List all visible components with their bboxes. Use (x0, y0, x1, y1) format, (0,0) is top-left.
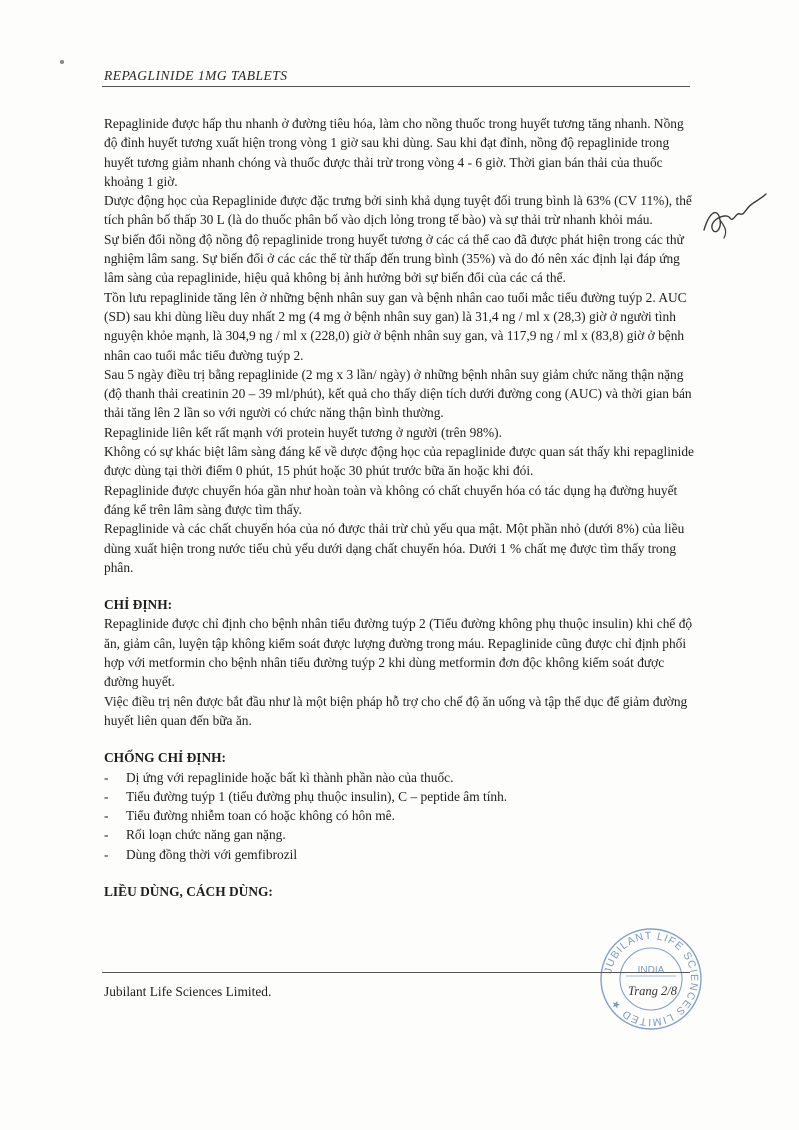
paragraph: Tồn lưu repaglinide tăng lên ở những bệnh nhân suy gan và bệnh nhân cao tuổi mắc tiểu đường tuýp 2. AUC (SD) sau khi dùng liều duy nhất 2 mg (4 mg ở bệnh nhân suy gan) là 31,4 ng / ml x (28,3) giờ ở người tình nguyện khỏe mạnh, là 304,9 ng / ml x (228,0) giờ ở bệnh nhân suy gan, và 117,9 ng / ml x (83,8) giờ ở bệnh nhân cao tuổi mắc tiểu đường tuýp 2. (104, 289, 687, 363)
page-number: Trang 2/8 (628, 984, 677, 998)
list-item (104, 845, 700, 864)
list-item-text: Tiểu đường nhiễm toan có hoặc không có hôn mê. (126, 808, 395, 824)
list-item (104, 768, 700, 787)
document-body (104, 114, 700, 901)
contraindications-section (104, 748, 700, 864)
corner-dot (60, 60, 64, 64)
footer-divider (102, 972, 690, 973)
paragraph: Việc điều trị nên được bắt đầu như là một biện pháp hỗ trợ cho chế độ ăn uống và tập thể dục để giảm đường huyết liên quan đến bữa ăn. (104, 693, 688, 728)
paragraph: Repaglinide liên kết rất mạnh với protein huyết tương ở người (trên 98%). (104, 424, 502, 440)
section-heading: CHỈ ĐỊNH: (104, 597, 173, 613)
bullet-dash: - (104, 827, 109, 843)
list-item (104, 806, 700, 825)
document-header: REPAGLINIDE 1MG TABLETS (104, 68, 288, 83)
contraindications-list (104, 768, 700, 864)
signature-scribble (700, 190, 770, 240)
list-item-text: Tiểu đường tuýp 1 (tiểu đường phụ thuộc insulin), C – peptide âm tính. (126, 788, 508, 804)
dosage-section (104, 882, 700, 901)
section-heading: LIỀU DÙNG, CÁCH DÙNG: (104, 883, 273, 899)
section-heading: CHỐNG CHỈ ĐỊNH: (104, 750, 227, 766)
bullet-dash: - (104, 788, 109, 804)
pharmacokinetics-section (104, 114, 700, 577)
paragraph: Sự biến đổi nồng độ nồng độ repaglinide trong huyết tương ở các cá thể cao đã được phát hiện trong các thử nghiệm lâm sang. Sự biến đổi ở các các thể từ thấp đến trung bình (35%) và do đó nên xác định lại đáp ứng lâm sàng của repaglinide, hiệu quả không bị ảnh hưởng bởi sự biến đổi của các cá thể. (104, 231, 684, 286)
bullet-dash: - (104, 846, 109, 862)
list-item-text: Dùng đồng thời với gemfibrozil (126, 846, 298, 862)
svg-text:JUBILANT LIFE SCIENCES LIMITED: JUBILANT LIFE SCIENCES LIMITED ★ (602, 929, 701, 1029)
list-item (104, 825, 700, 844)
bullet-dash: - (104, 769, 109, 785)
header-divider (102, 86, 690, 87)
list-item (104, 787, 700, 806)
paragraph: Dược động học của Repaglinide được đặc trưng bởi sinh khả dụng tuyệt đối trung bình là 63% (CV 11%), thể tích phân bố thấp 30 L (là do thuốc phân bố vào dịch lỏng trong tế bào) và sự thải trừ nhanh khỏi máu. (104, 193, 692, 228)
paragraph: Repaglinide và các chất chuyển hóa của nó được thải trừ chủ yếu qua mật. Một phần nhỏ (dưới 8%) của liều dùng xuất hiện trong nước tiểu chủ yếu dưới dạng chất chuyển hóa. Dưới 1 % chất mẹ được tìm thấy trong phân. (104, 521, 685, 575)
list-item-text: Rối loạn chức năng gan nặng. (126, 827, 286, 843)
list-item-text: Dị ứng với repaglinide hoặc bất kì thành phần nào của thuốc. (126, 769, 454, 785)
footer-company: Jubilant Life Sciences Limited. (104, 984, 272, 999)
indications-section (104, 595, 700, 730)
paragraph: Sau 5 ngày điều trị bằng repaglinide (2 mg x 3 lần/ ngày) ở những bệnh nhân suy giảm chức năng thận nặng (độ thanh thải creatinin 20 – 39 ml/phút), kết quả cho thấy diện tích dưới đường cong (AUC) và thời gian bán thải tăng lên 2 lần so với người có chức năng thận bình thường. (104, 366, 692, 421)
bullet-dash: - (104, 808, 109, 824)
paragraph: Repaglinide được chuyển hóa gần như hoàn toàn và không có chất chuyển hóa có tác dụng hạ đường huyết đáng kể trên lâm sàng được tìm thấy. (104, 482, 678, 517)
paragraph: Repaglinide được chỉ định cho bệnh nhân tiểu đường tuýp 2 (Tiểu đường không phụ thuộc insulin) khi chế độ ăn, giảm cân, luyện tập không kiểm soát được lượng đường trong máu. Repaglinide cũng được chỉ định phối hợp với metformin cho bệnh nhân tiểu đường tuýp 2 khi dùng metformin đơn độc không kiểm soát được đường huyết. (104, 616, 693, 690)
paragraph: Repaglinide được hấp thu nhanh ở đường tiêu hóa, làm cho nồng thuốc trong huyết tương tăng nhanh. Nồng độ đỉnh huyết tương xuất hiện trong vòng 1 giờ sau khi dùng. Sau khi đạt đỉnh, nồng độ repaglinide trong huyết tương giảm nhanh chóng và thuốc được thải trừ trong vòng 4 - 6 giờ. Thời gian bán thải của thuốc khoảng 1 giờ. (104, 116, 684, 189)
paragraph: Không có sự khác biệt lâm sàng đáng kể về dược động học của repaglinide được quan sát thấy khi repaglinide được dùng tại thời điểm 0 phút, 15 phút hoặc 30 phút trước bữa ăn hoặc khi đói. (104, 444, 694, 479)
company-seal-stamp (598, 926, 704, 1032)
svg-text:INDIA: INDIA (637, 965, 665, 976)
